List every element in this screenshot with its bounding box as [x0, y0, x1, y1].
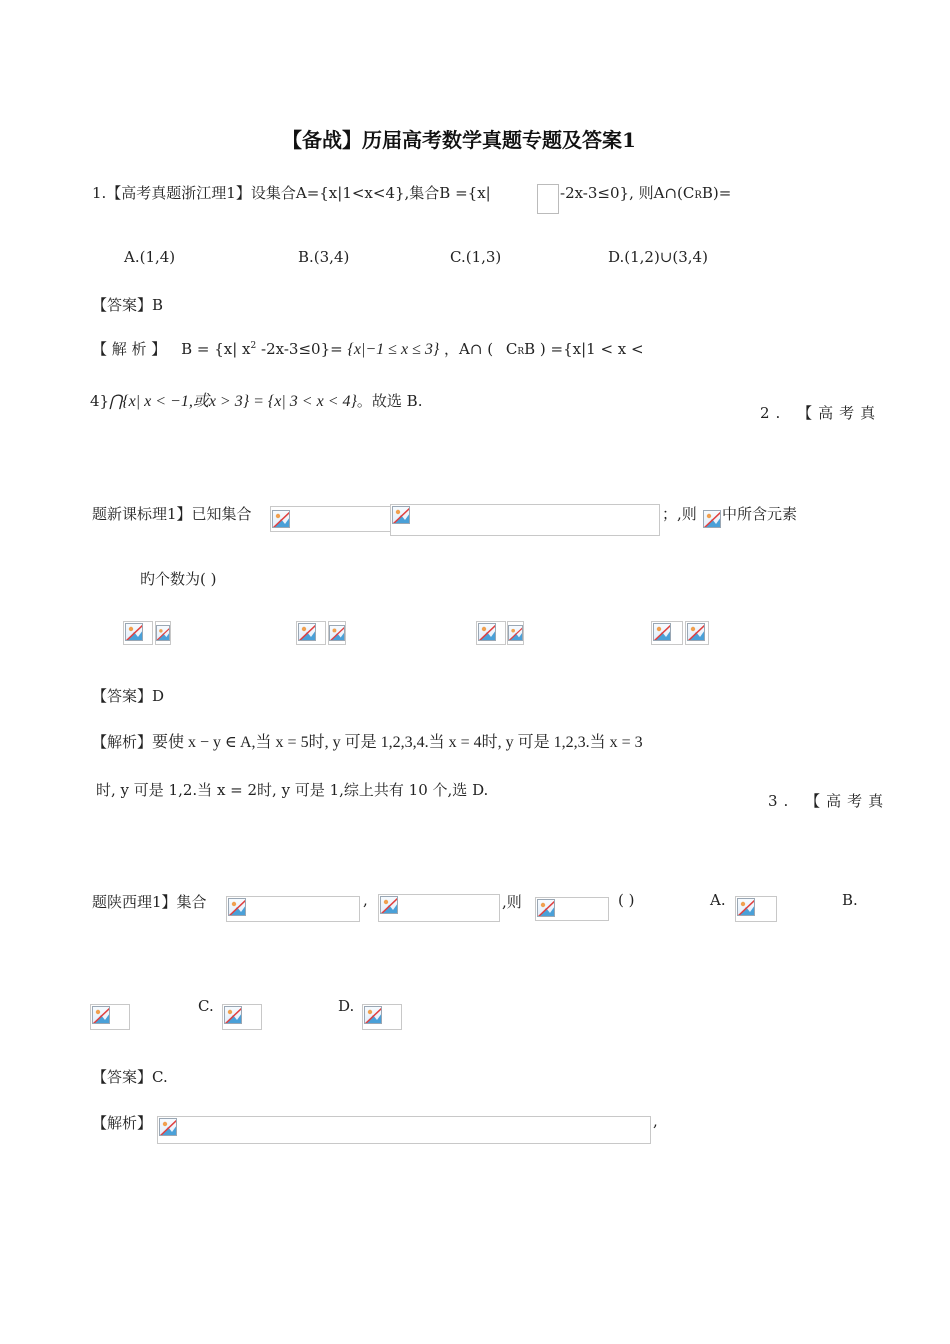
q3-opt-b-label: B. — [842, 891, 858, 909]
q2-analysis-text1: 要使 x − y ∈ A,当 x = 5时, y 可是 1,2,3,4.当 x = 4时, y 可是 1,2,3.当 x = 3 — [152, 734, 643, 751]
q2-answer: 【答案】D — [92, 687, 165, 705]
q1-analysis-a: B = — [181, 340, 210, 358]
q1-option-a: A.(1,4) — [124, 248, 176, 266]
q1-analysis-line1 — [92, 338, 644, 359]
q3-header-tail: 3. 【高考真 — [768, 792, 890, 810]
q3-set-m-placeholder — [226, 896, 360, 922]
q1-stem — [92, 182, 491, 203]
q2-stem-b: ；,则 — [662, 505, 697, 523]
q1-analysis-d: {x|−1 ≤ x ≤ 3} — [347, 341, 440, 358]
broken-image-icon — [272, 510, 290, 528]
q3-analysis-placeholder — [157, 1116, 651, 1144]
broken-image-icon — [737, 898, 755, 916]
q1-analysis-f: C — [505, 340, 518, 358]
q3-answer: 【答案】C. — [92, 1068, 168, 1086]
q3-opt-d-label: D. — [338, 997, 355, 1015]
broken-image-icon — [156, 625, 170, 641]
broken-image-icon — [703, 510, 721, 528]
broken-image-icon — [537, 899, 555, 917]
q1-analysis-2b: ⋂{x| x < −1,或x > 3} = {x| 3 < x < 4} — [109, 393, 357, 410]
q1-stem-end: B)= — [701, 184, 732, 202]
q1-option-d: D.(1,2)∪(3,4) — [608, 248, 708, 266]
broken-image-icon — [478, 623, 496, 641]
q1-option-b: B.(3,4) — [298, 248, 350, 266]
q1-stem-prefix: 1.【高考真题浙江理1】设集合A={x|1<x<4},集合B ={x| — [92, 184, 491, 202]
broken-image-icon — [380, 896, 398, 914]
q3-opt-a-label: A. — [710, 891, 726, 909]
q1-stem-sub: R — [694, 190, 702, 201]
q1-analysis-label: 【 解 析 】 — [92, 340, 167, 358]
page-title: 【备战】历届高考数学真题专题及答案1 — [282, 128, 636, 152]
broken-image-icon — [298, 623, 316, 641]
broken-image-icon — [125, 623, 143, 641]
q2-stem-d: 旳个数为( ) — [140, 570, 217, 588]
q2-analysis-line2: 时, y 可是 1,2.当 x = 2时, y 可是 1,综上共有 10 个,选 D. — [96, 781, 489, 799]
q2-stem-a: 题新课标理1】已知集合 — [92, 505, 252, 523]
broken-image-icon — [159, 1118, 177, 1136]
q1-formula-placeholder — [537, 184, 559, 214]
q1-analysis-h: B ) ={x|1 < x < — [524, 340, 644, 358]
q3-analysis-tail: , — [653, 1112, 658, 1130]
q1-analysis-g: R — [517, 347, 525, 357]
q2-analysis-line1 — [92, 729, 643, 752]
q1-analysis-b: {x| x — [214, 340, 251, 358]
q1-stem-rest — [560, 182, 731, 203]
q3-paren: ( ) — [618, 891, 635, 909]
q2-header-tail: 2. 【高考真 — [760, 404, 882, 422]
q1-stem-suffix: -2x-3≤0}, 则A∩(C — [560, 184, 695, 202]
q1-analysis-line2 — [90, 388, 422, 411]
q2-stem-c: 中所含元素 — [722, 505, 798, 523]
broken-image-icon — [329, 625, 345, 641]
q1-analysis-2c: 。故选 B. — [356, 392, 423, 410]
q3-stem-a: 题陕西理1】集合 — [92, 893, 207, 911]
broken-image-icon — [364, 1006, 382, 1024]
q3-analysis-label: 【解析】 — [92, 1114, 153, 1132]
q3-stem-b: ,则 — [502, 893, 522, 911]
q3-opt-c-label: C. — [198, 997, 214, 1015]
q1-analysis-sup: 2 — [250, 341, 257, 351]
q3-comma: , — [363, 891, 368, 909]
broken-image-icon — [228, 898, 246, 916]
broken-image-icon — [508, 625, 523, 641]
q2-analysis-label: 【解析】 — [92, 733, 153, 751]
broken-image-icon — [92, 1006, 110, 1024]
q1-analysis-2a: 4} — [90, 392, 110, 410]
broken-image-icon — [392, 506, 410, 524]
q1-option-c: C.(1,3) — [450, 248, 502, 266]
broken-image-icon — [653, 623, 671, 641]
q1-analysis-c: -2x-3≤0}= — [261, 340, 343, 358]
q1-answer: 【答案】B — [92, 296, 164, 314]
q2-set-b-placeholder — [390, 504, 660, 536]
q1-analysis-e: ，A∩ ( — [444, 340, 494, 358]
broken-image-icon — [224, 1006, 242, 1024]
broken-image-icon — [687, 623, 705, 641]
